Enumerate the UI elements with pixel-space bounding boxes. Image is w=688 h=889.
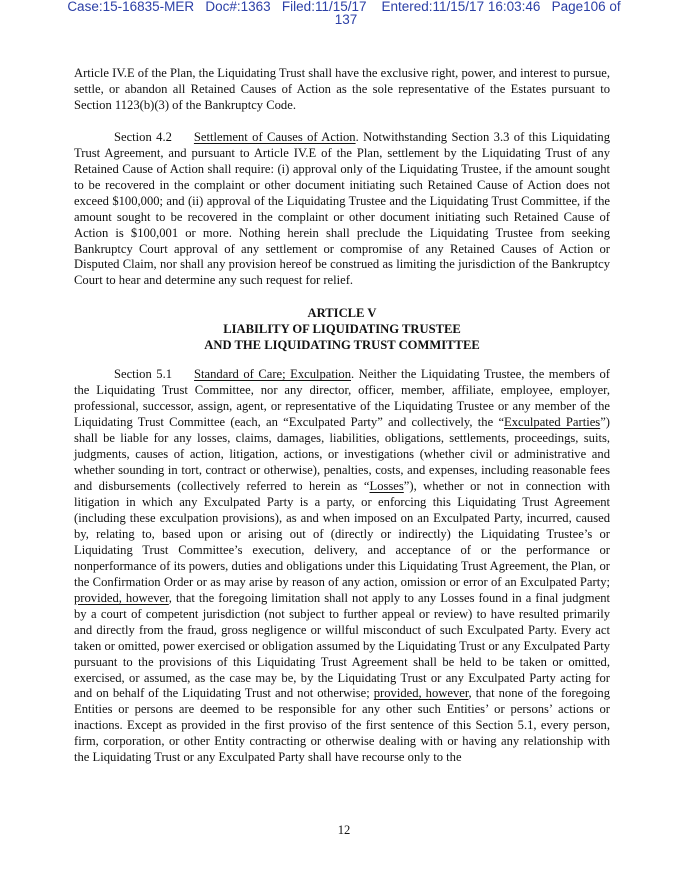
page-number: 12 [337, 823, 351, 837]
section-5-1-heading: Standard of Care; Exculpation [194, 367, 351, 382]
article-title-line-2: AND THE LIQUIDATING TRUST COMMITTEE [204, 338, 480, 353]
document-body [74, 66, 610, 766]
defined-term-exculpated-parties: Exculpated Parties [504, 415, 601, 430]
proviso-2: provided, however [373, 686, 469, 701]
article-v-heading [74, 305, 610, 353]
paragraph-article-iv-continuation: Article IV.E of the Plan, the Liquidating Trust shall have the exclusive right, power, and interest to pursue, settle, or abandon all Retained Causes of Action as the sole representative of the Estates pursuant to Section 1123(b)(3) of the Bankruptcy Code. [74, 66, 610, 112]
section-5-1-text-b: ”) shall be liable for any losses, claims, damages, liabilities, obligations, settlements, proceedings, suits, judgments, causes of action, litigation, actions, or investigations (whether civil or administrative and whether sounding in tort, contract or otherwise), penalties, costs, and expenses, including reasonable fees and disbursements (collectively referred to herein as “ [74, 415, 610, 494]
section-5-1-text-d: , that the foregoing limitation shall not apply to any Losses found in a final judgment by a court of competent jurisdiction (not subject to further appeal or review) to have resulted primarily and directly from the fraud, gross negligence or willful misconduct of such Exculpated Party. Every act taken or omitted, power exercised or obligation assumed by the Liquidating Trust or any Exculpated Party pursuant to the provisions of this Liquidating Trust Agreement shall be held to be taken or omitted, exercised, or assumed, as the case may be, by the Liquidating Trust or any Exculpated Party acting for and on behalf of the Liquidating Trust and not otherwise; [74, 590, 610, 701]
proviso-1: provided, however [74, 590, 169, 605]
article-title-line-1: LIABILITY OF LIQUIDATING TRUSTEE [223, 322, 461, 337]
section-5-1-paragraph [74, 367, 610, 766]
section-5-1-text-a: . Neither the Liquidating Trustee, the members of the Liquidating Trust Committee, nor any director, officer, member, affiliate, employee, employer, professional, successor, assign, agent, or representative of the Liquidating Trustee or any member of the Liquidating Trust Committee (each, an “Exculpated Party” and collectively, the “ [74, 367, 610, 430]
defined-term-losses: Losses [369, 479, 404, 494]
section-4-2-heading: Settlement of Causes of Action [193, 129, 356, 144]
article-number: ARTICLE V [307, 306, 377, 321]
section-4-2-number: Section 4.2 [114, 129, 172, 144]
filing-stamp-line-2: 137 [334, 12, 358, 27]
section-5-1-text-c: ”), whether or not in connection with litigation in which any Exculpated Party is a party, or enforcing this Liquidating Trust Agreement (including these exculpation provisions), as and when imposed on an Exculpated Party, incurred, caused by, relating to, based upon or arising out of (directly or indirectly) the Liquidating Trustee’s or Liquidating Trust Committee’s execution, delivery, and acceptance of or the performance or nonperformance of its powers, duties and obligations under this Liquidating Trust Agreement, the Plan, or the Confirmation Order or as may arise by reason of any action, omission or error of an Exculpated Party; [74, 479, 610, 589]
section-5-1-number: Section 5.1 [114, 367, 173, 382]
section-4-2-text: . Notwithstanding Section 3.3 of this Liquidating Trust Agreement, and pursuant to Article IV.E of the Plan, settlement by the Liquidating Trust of any Retained Cause of Action shall require: (i) approval only of the Liquidating Trustee, if the amount sought to be recovered in the complaint or other document initiating such Retained Cause of Action does not exceed $100,000; and (ii) approval of the Liquidating Trustee and the Liquidating Trust Committee, if the amount sought to be recovered in the complaint or other document initiating such Retained Cause of Action is $100,001 or more. Nothing herein shall preclude the Liquidating Trustee from seeking Bankruptcy Court approval of any settlement or compromise of any Retained Causes of Action or Disputed Claim, nor shall any provision hereof be construed as limiting the jurisdiction of the Bankruptcy Court to hear and determine any such request for relief. [74, 129, 611, 288]
court-filing-stamp [0, 0, 688, 30]
section-4-2-paragraph [74, 130, 610, 290]
filing-stamp-line-1: Case:15-16835-MER Doc#:1363 Filed:11/15/17 Entered:11/15/17 16:03:46 Page106 of [67, 0, 621, 14]
section-5-1-text-e: , that none of the foregoing Entities or persons are deemed to be responsible for any other such Entities’ or persons’ actions or inactions. Except as provided in the first proviso of the first sentence of this Section 5.1, every person, firm, corporation, or other Entity contracting or otherwise dealing with or having any relationship with the Liquidating Trust or any Exculpated Party shall have recourse only to the [74, 686, 611, 765]
